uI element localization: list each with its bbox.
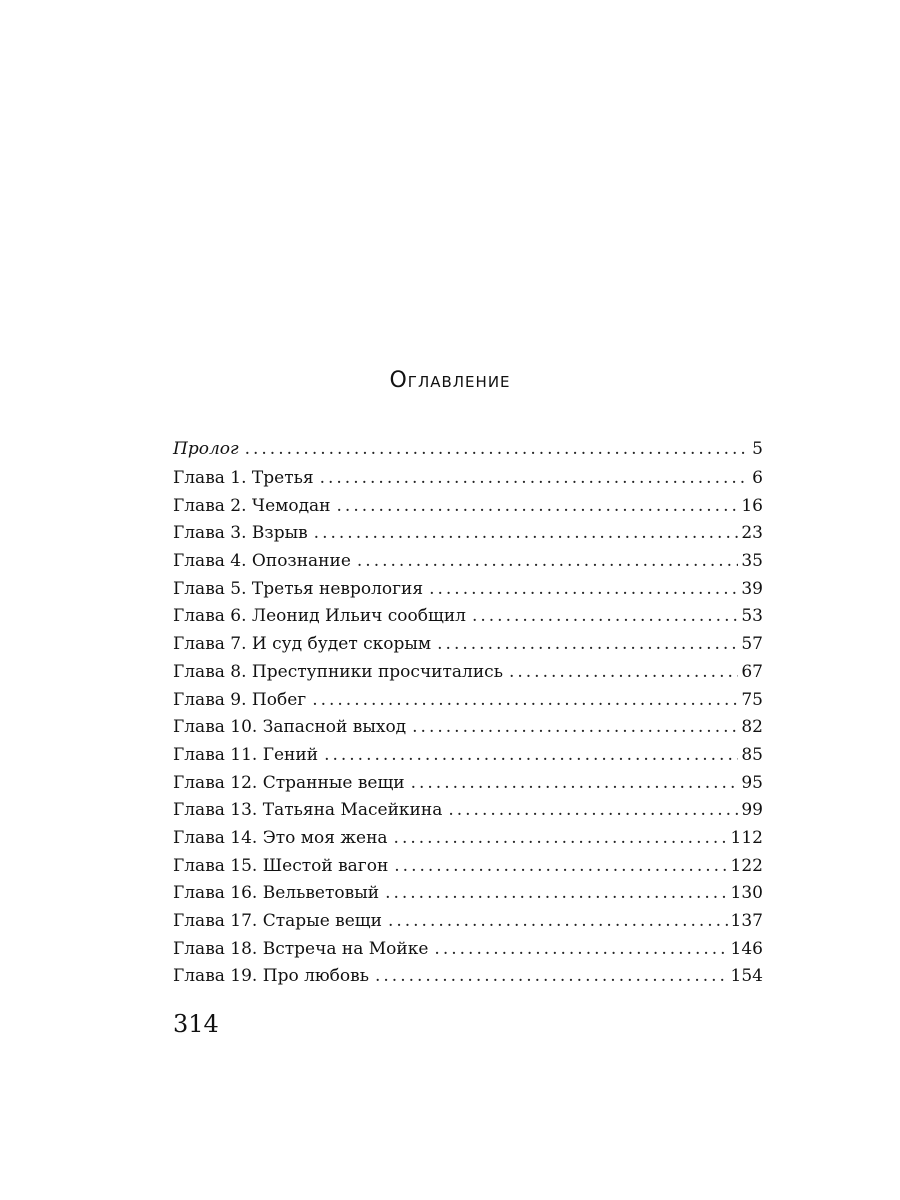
toc-leader-dots bbox=[375, 963, 728, 991]
toc-leader-dots bbox=[324, 742, 738, 770]
toc-leader-dots bbox=[388, 908, 728, 936]
toc-entry bbox=[173, 520, 763, 548]
toc-entry-page: 154 bbox=[730, 966, 763, 987]
toc-entry-page: 16 bbox=[741, 495, 763, 516]
toc-entry-title: Глава 15. Шестой вагон bbox=[173, 855, 389, 876]
toc-entry bbox=[173, 603, 763, 631]
toc-entry-title: Глава 3. Взрыв bbox=[173, 523, 308, 544]
toc-entry bbox=[173, 687, 763, 715]
toc-entry-page: 146 bbox=[730, 938, 763, 959]
toc-entry bbox=[173, 908, 763, 936]
toc-leader-dots bbox=[394, 825, 728, 853]
toc-entry bbox=[173, 493, 763, 521]
toc-leader-dots bbox=[245, 434, 750, 465]
toc-leader-dots bbox=[472, 603, 738, 631]
toc-leader-dots bbox=[437, 631, 738, 659]
toc-entry-page: 122 bbox=[730, 855, 763, 876]
toc-entry bbox=[173, 742, 763, 770]
toc-entry-title: Пролог bbox=[173, 439, 239, 459]
toc-leader-dots bbox=[394, 853, 727, 881]
toc-entry-page: 137 bbox=[730, 911, 763, 931]
toc-entry-page: 112 bbox=[730, 827, 763, 848]
toc-entry-page: 130 bbox=[730, 883, 763, 904]
toc-leader-dots bbox=[357, 548, 738, 576]
page-title: Оглавление bbox=[389, 368, 511, 393]
toc-entry bbox=[173, 825, 763, 853]
toc-entry-page: 57 bbox=[741, 634, 763, 655]
table-of-contents bbox=[173, 434, 763, 991]
toc-entry bbox=[173, 963, 763, 991]
toc-entry-page: 85 bbox=[741, 744, 763, 765]
toc-entry-title: Глава 10. Запасной выход bbox=[173, 717, 407, 738]
toc-entry-title: Глава 4. Опознание bbox=[173, 551, 351, 572]
toc-leader-dots bbox=[320, 465, 750, 493]
toc-entry-page: 23 bbox=[741, 523, 763, 544]
toc-leader-dots bbox=[509, 659, 738, 687]
toc-entry-page: 75 bbox=[741, 689, 763, 710]
toc-leader-dots bbox=[411, 770, 739, 798]
toc-entry-page: 82 bbox=[741, 717, 763, 738]
toc-entry-title: Глава 17. Старые вещи bbox=[173, 911, 382, 931]
toc-entry-title: Глава 5. Третья неврология bbox=[173, 578, 424, 599]
toc-entry-page: 5 bbox=[752, 439, 763, 459]
toc-leader-dots bbox=[337, 493, 739, 521]
toc-entry-title: Глава 18. Встреча на Мойке bbox=[173, 938, 429, 959]
toc-leader-dots bbox=[434, 936, 727, 964]
toc-entry-page: 99 bbox=[741, 800, 763, 821]
toc-leader-dots bbox=[448, 797, 738, 825]
toc-entry bbox=[173, 770, 763, 798]
toc-entry-title: Глава 7. И суд будет скорым bbox=[173, 634, 432, 655]
toc-entry bbox=[173, 465, 763, 493]
toc-entry-title: Глава 1. Третья bbox=[173, 468, 314, 488]
toc-entry bbox=[173, 659, 763, 687]
toc-entry-page: 35 bbox=[741, 551, 763, 572]
toc-entry-page: 95 bbox=[741, 772, 763, 793]
toc-leader-dots bbox=[412, 714, 738, 742]
toc-entry-page: 39 bbox=[741, 578, 763, 599]
toc-entry-title: Глава 12. Странные вещи bbox=[173, 772, 405, 793]
toc-leader-dots bbox=[314, 520, 739, 548]
toc-entry-title: Глава 11. Гений bbox=[173, 744, 319, 765]
toc-entry bbox=[173, 714, 763, 742]
toc-entry-title: Глава 6. Леонид Ильич сообщил bbox=[173, 606, 466, 627]
toc-entry-page: 6 bbox=[752, 468, 763, 488]
toc-entry bbox=[173, 880, 763, 908]
toc-entry-title: Глава 16. Вельветовый bbox=[173, 883, 380, 904]
toc-entry bbox=[173, 548, 763, 576]
toc-entry bbox=[173, 631, 763, 659]
toc-entry-page: 67 bbox=[741, 661, 763, 682]
toc-entry bbox=[173, 853, 763, 881]
toc-entry-page: 53 bbox=[741, 606, 763, 627]
page-number: 314 bbox=[173, 1010, 219, 1038]
toc-leader-dots bbox=[385, 880, 727, 908]
toc-entry-title: Глава 9. Побег bbox=[173, 689, 307, 710]
toc-entry-title: Глава 19. Про любовь bbox=[173, 966, 369, 987]
toc-leader-dots bbox=[312, 687, 738, 715]
toc-entry-prologue bbox=[173, 434, 763, 465]
toc-entry-title: Глава 14. Это моя жена bbox=[173, 827, 388, 848]
toc-entry bbox=[173, 576, 763, 604]
toc-entry-title: Глава 8. Преступники просчитались bbox=[173, 661, 503, 682]
toc-entry bbox=[173, 797, 763, 825]
toc-entry-title: Глава 13. Татьяна Масейкина bbox=[173, 800, 443, 821]
toc-leader-dots bbox=[429, 576, 738, 604]
toc-entry-title: Глава 2. Чемодан bbox=[173, 495, 331, 516]
toc-entry bbox=[173, 936, 763, 964]
